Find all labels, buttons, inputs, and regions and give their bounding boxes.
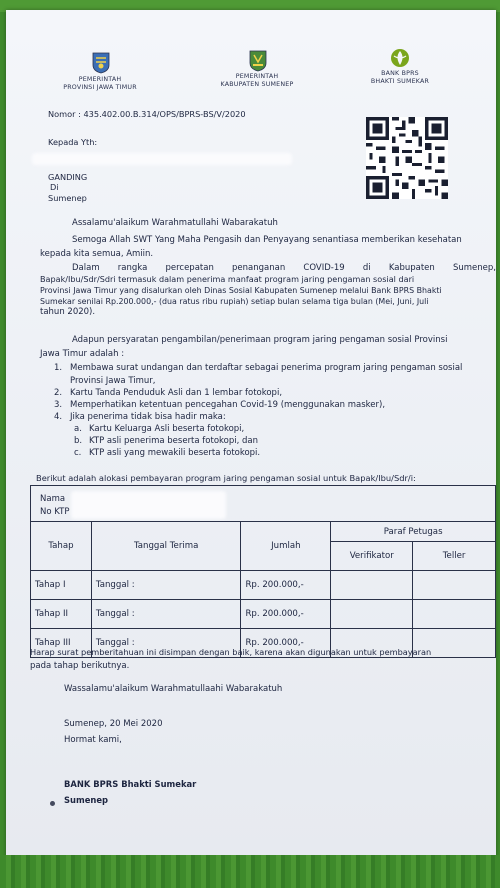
- recipient-id-box: [30, 485, 496, 521]
- cell-jumlah: Rp. 200.000,-: [241, 629, 331, 658]
- logo-bprs: [360, 46, 440, 98]
- logo-line1: BANK BPRS: [381, 70, 419, 77]
- header-verifikator: Verifikator: [331, 542, 413, 571]
- list-item: [54, 388, 494, 399]
- payment-allocation-table: [30, 521, 496, 658]
- cell-tanggal: Tanggal :: [91, 629, 241, 658]
- letter-number: Nomor : 435.402.00.B.314/OPS/BPRS-BS/V/2020: [48, 109, 246, 119]
- recipient-to-label: Kepada Yth:: [48, 137, 98, 147]
- para3-line1: Adapun persyaratan pengambilan/penerimaan program jaring pengaman sosial Provinsi: [72, 335, 448, 345]
- list-text: [70, 363, 462, 387]
- list-number: 2.: [54, 388, 63, 398]
- recipient-address: [48, 172, 87, 203]
- list-letter: b.: [74, 436, 83, 446]
- requirement-1-line1: Membawa surat undangan dan terdaftar sebagai penerima program jaring pengaman sosial: [70, 363, 463, 373]
- logo-line1: PEMERINTAH: [78, 76, 122, 83]
- cell-verifikator[interactable]: [331, 600, 413, 629]
- list-item: [54, 412, 494, 423]
- cell-tanggal: Tanggal :: [91, 600, 241, 629]
- name-label: Nama: [40, 494, 66, 504]
- paragraph-2: [40, 263, 496, 318]
- list-letter: c.: [74, 448, 82, 458]
- para2-line3: Provinsi Jawa Timur yang disalurkan oleh Dinas Sosial Kabupaten Sumenep melalui Bank BPRS Bhakti: [40, 286, 442, 295]
- regards: Hormat kami,: [64, 735, 122, 745]
- logo-sumenep: [212, 48, 302, 100]
- east-java-emblem-icon: [92, 52, 110, 74]
- recipient-line1: GANDING: [48, 172, 88, 182]
- redacted-recipient-name: [32, 153, 292, 165]
- notice: [30, 647, 494, 672]
- list-item: [74, 448, 494, 459]
- paragraph-1: [40, 235, 496, 260]
- sumenep-emblem-icon: [249, 50, 267, 72]
- table-header-row: [31, 522, 496, 542]
- requirements-list: [54, 363, 494, 459]
- closing-greeting: Wassalamu'alaikum Warahmatullaahi Wabarakatuh: [64, 684, 283, 694]
- cell-tanggal: Tanggal :: [91, 571, 241, 600]
- header-tanggal: Tanggal Terima: [91, 522, 241, 571]
- list-text: Memperhatikan ketentuan pencegahan Covid-19 (menggunakan masker),: [70, 400, 386, 410]
- cell-tahap: Tahap I: [31, 571, 92, 600]
- signatory: [64, 779, 196, 806]
- requirement-1-line2: Provinsi Jawa Timur,: [70, 376, 156, 386]
- list-text: Kartu Keluarga Asli beserta fotokopi,: [89, 424, 245, 434]
- letter-paper: [6, 10, 496, 860]
- cell-tahap: Tahap II: [31, 600, 92, 629]
- cell-verifikator[interactable]: [331, 571, 413, 600]
- recipient-line3: Sumenep: [48, 193, 87, 203]
- list-item: [54, 363, 494, 387]
- notice-line1: Harap surat pemberitahuan ini disimpan dengan baik, karena akan digunakan untuk pembayaran: [30, 647, 432, 657]
- place-date: Sumenep, 20 Mei 2020: [64, 719, 163, 729]
- para2-line2: Bapak/Ibu/Sdr/Sdri termasuk dalam penerima manfaat program jaring pengaman sosial dari: [40, 274, 415, 284]
- logo-line2: BHAKTI SUMEKAR: [370, 78, 430, 85]
- paragraph-3: [40, 335, 496, 360]
- list-number: 1.: [54, 363, 63, 373]
- para1-line1: Semoga Allah SWT Yang Maha Pengasih dan Penyayang senantiasa memberikan kesehatan: [72, 235, 462, 245]
- cell-jumlah: Rp. 200.000,-: [241, 600, 331, 629]
- list-text: KTP asli yang mewakili beserta fotokopi.: [89, 448, 261, 458]
- grass-background: [0, 855, 500, 888]
- recipient-block: [48, 137, 97, 148]
- logo-line2: PROVINSI JAWA TIMUR: [63, 84, 137, 91]
- bullet-mark: [50, 801, 55, 806]
- ktp-label: No KTP: [40, 507, 70, 517]
- table-row: [31, 600, 496, 629]
- logo-line1: PEMERINTAH: [235, 73, 279, 80]
- signatory-line1: BANK BPRS Bhakti Sumekar: [64, 779, 197, 789]
- qr-code-icon: [366, 117, 448, 199]
- header-teller: Teller: [413, 542, 496, 571]
- signatory-line2: Sumenep: [64, 795, 109, 805]
- logo-east-java: [58, 48, 142, 100]
- list-item: [74, 436, 494, 447]
- cell-tahap: Tahap III: [31, 629, 92, 658]
- logo-line2: KABUPATEN SUMENEP: [220, 81, 294, 88]
- para2-line5: tahun 2020).: [40, 307, 96, 317]
- list-letter: a.: [74, 424, 82, 434]
- list-item: [54, 400, 494, 411]
- para1-line2: kepada kita semua, Amiin.: [40, 249, 154, 259]
- list-item: [74, 424, 494, 435]
- header-jumlah: Jumlah: [241, 522, 331, 571]
- list-number: 3.: [54, 400, 63, 410]
- para2-line4: Sumekar senilai Rp.200.000,- (dua ratus ribu rupiah) setiap bulan selama tiga bulan (Mei, Juni, Juli: [40, 297, 429, 306]
- header-paraf: Paraf Petugas: [331, 522, 496, 542]
- list-text: KTP asli penerima beserta fotokopi, dan: [89, 436, 259, 446]
- sub-list: [54, 424, 494, 459]
- recipient-line2: Di: [50, 182, 59, 192]
- header-tahap: Tahap: [31, 522, 92, 571]
- list-text: Jika penerima tidak bisa hadir maka:: [70, 412, 226, 422]
- table-row: [31, 571, 496, 600]
- cell-jumlah: Rp. 200.000,-: [241, 571, 331, 600]
- para2-line1: Dalam rangka percepatan penanganan COVID-19 di Kabupaten Sumenep,: [72, 263, 496, 273]
- allocation-intro: Berikut adalah alokasi pembayaran program jaring pengaman sosial untuk Bapak/Ibu/Sdr/i:: [36, 473, 416, 483]
- greeting: Assalamu'alaikum Warahmatullahi Wabarakatuh: [72, 218, 278, 228]
- list-number: 4.: [54, 412, 63, 422]
- cell-teller[interactable]: [413, 571, 496, 600]
- notice-line2: pada tahap berikutnya.: [30, 661, 130, 671]
- bprs-bhakti-sumekar-logo-icon: [389, 48, 411, 68]
- cell-teller[interactable]: [413, 600, 496, 629]
- list-text: Kartu Tanda Penduduk Asli dan 1 lembar fotokopi,: [70, 388, 283, 398]
- redacted-name-ktp: [71, 491, 226, 519]
- para3-line2: Jawa Timur adalah :: [40, 349, 125, 359]
